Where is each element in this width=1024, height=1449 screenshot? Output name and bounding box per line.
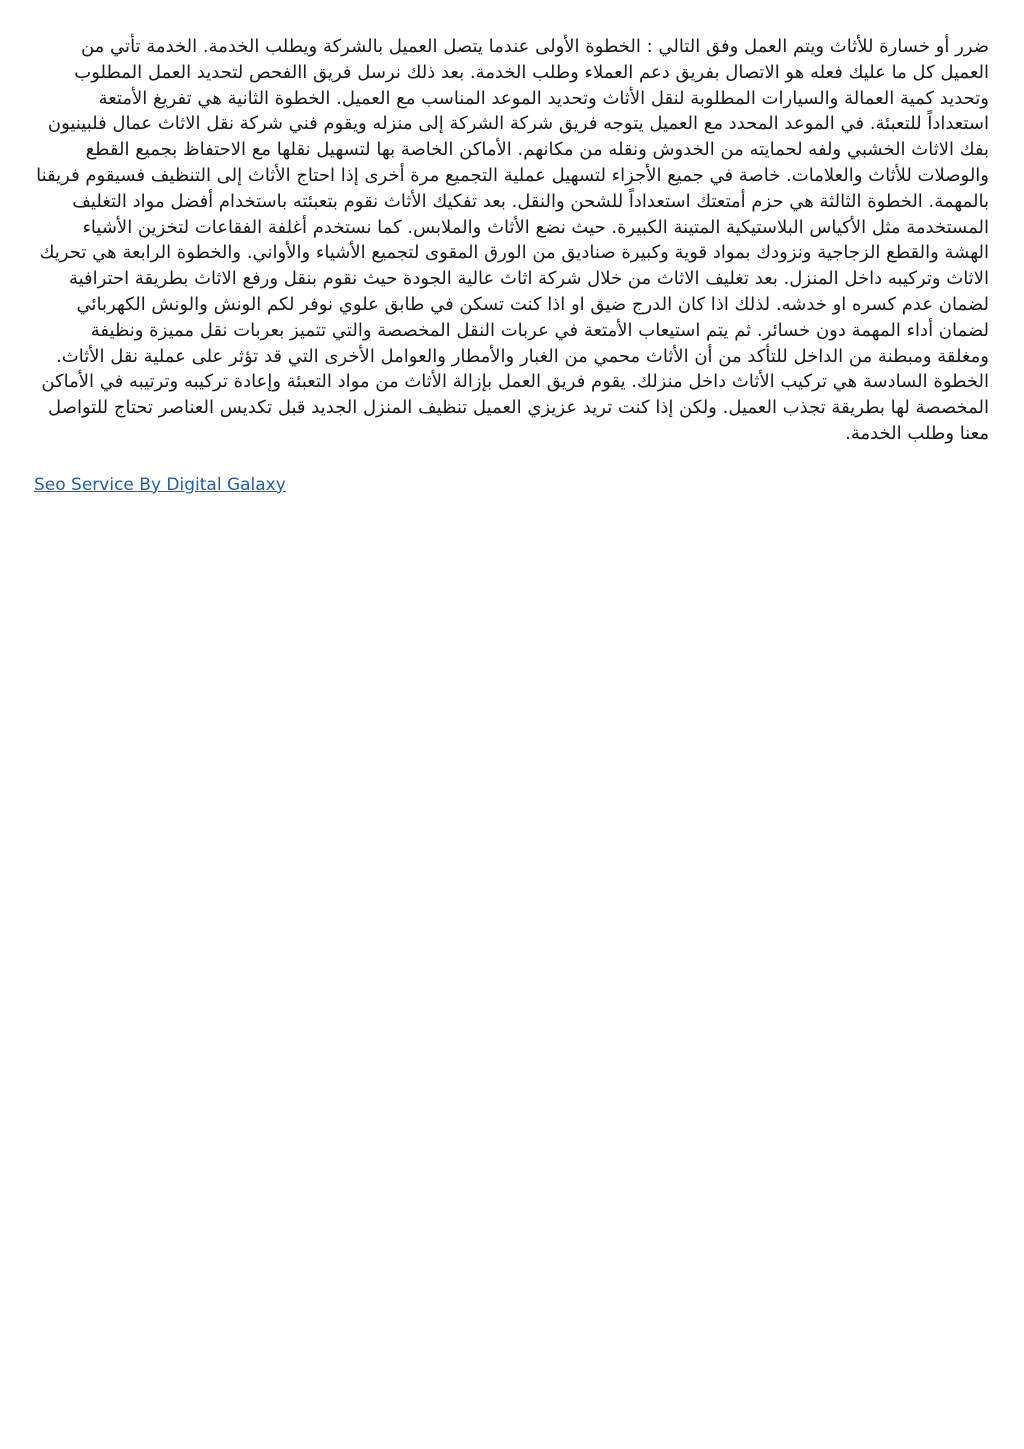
document-page [34, 34, 989, 495]
seo-service-link[interactable]: Seo Service By Digital Galaxy [34, 474, 286, 495]
body-paragraph: ضرر أو خسارة للأثاث ويتم العمل وفق التالي : الخطوة الأولى عندما يتصل العميل بالشركة ويطلب الخدمة. الخدمة تأتي من العميل كل ما عليك فعله هو الاتصال بفريق دعم العملاء وطلب الخدمة. بعد ذلك نرسل فريق االفحص لتحديد العمل المطلوب وتحديد كمية العمالة والسيارات المطلوبة لنقل الأثاث وتحديد الموعد المناسب مع العميل. الخطوة الثانية هي تفريغ الأمتعة استعداداً للتعبئة. في الموعد المحدد مع العميل يتوجه فريق شركة الشركة إلى منزله ويقوم فني شركة نقل الاثاث عمال فلبينيون بفك الاثاث الخشبي ولفه لحمايته من الخدوش ونقله من مكانهم. الأماكن الخاصة بها لتسهيل نقلها مع الاحتفاظ بجميع القطع والوصلات للأثاث والعلامات. خاصة في جميع الأجزاء لتسهيل عملية التجميع مرة أخرى إذا احتاج الأثاث إلى التنظيف فسيقوم فريقنا بالمهمة. الخطوة الثالثة هي حزم أمتعتك استعداداً للشحن والنقل. بعد تفكيك الأثاث نقوم بتعبئته باستخدام أفضل مواد التغليف المستخدمة مثل الأكياس البلاستيكية المتينة الكبيرة. حيث نضع الأثاث والملابس. كما نستخدم أغلفة الفقاعات لتخزين الأشياء الهشة والقطع الزجاجية ونزودك بمواد قوية وكبيرة صناديق من الورق المقوى لتجميع الأشياء والأواني. والخطوة الرابعة هي تحريك الاثاث وتركيبه داخل المنزل. بعد تغليف الاثاث من خلال شركة اثاث عالية الجودة حيث نقوم بنقل ورفع الاثاث بطريقة احترافية لضمان عدم كسره او خدشه. لذلك اذا كان الدرج ضيق او اذا كنت تسكن في طابق علوي نوفر لكم الونش والونش الكهربائي لضمان أداء المهمة دون خسائر. ثم يتم استيعاب الأمتعة في عربات النقل المخصصة والتي تتميز بعربات نقل مميزة ونظيفة ومغلقة ومبطنة من الداخل للتأكد من أن الأثاث محمي من الغبار والأمطار والعوامل الأخرى التي قد تؤثر على عملية نقل الأثاث. الخطوة السادسة هي تركيب الأثاث داخل منزلك. يقوم فريق العمل بإزالة الأثاث من مواد التعبئة وإعادة تركيبه وترتيبه في الأماكن المخصصة لها بطريقة تجذب العميل. ولكن إذا كنت تريد عزيزي العميل تنظيف المنزل الجديد قبل تكديس العناصر تحتاج للتواصل معنا وطلب الخدمة. [36, 36, 989, 444]
